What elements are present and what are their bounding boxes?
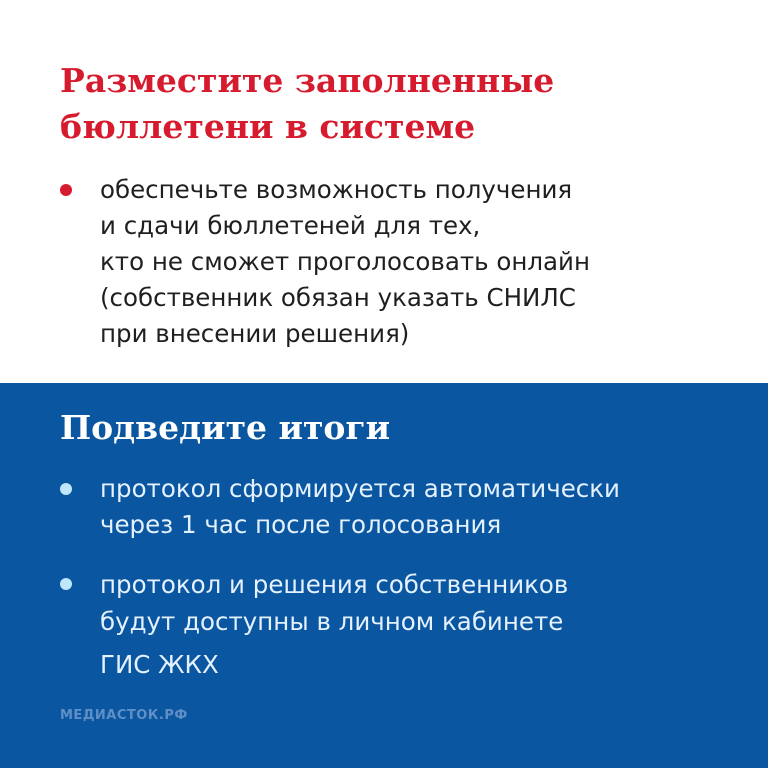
bullet-line: (собственник обязан указать СНИЛС bbox=[100, 283, 576, 312]
red-bullet-icon bbox=[60, 184, 72, 196]
bullet-line: протокол и решения собственников bbox=[100, 570, 569, 599]
light-bullet-icon bbox=[60, 483, 72, 495]
bullet-line: и сдачи бюллетеней для тех, bbox=[100, 211, 481, 240]
top-title-line: бюллетени в системе bbox=[60, 107, 476, 146]
bullet-line: через 1 час после голосования bbox=[100, 510, 502, 539]
bullet-line: ГИС ЖКХ bbox=[100, 650, 219, 679]
bottom-bullet-text bbox=[100, 566, 568, 683]
bullet-line: обеспечьте возможность получения bbox=[100, 175, 573, 204]
top-title-line: Разместите заполненные bbox=[60, 61, 555, 100]
top-bullet-text bbox=[100, 172, 590, 352]
bottom-section-title: Подведите итоги bbox=[60, 408, 391, 447]
top-section-title bbox=[60, 58, 554, 150]
bullet-line: при внесении решения) bbox=[100, 319, 410, 348]
light-bullet-icon bbox=[60, 578, 72, 590]
bullet-line: кто не сможет проголосовать онлайн bbox=[100, 247, 590, 276]
bullet-line: протокол сформируется автоматически bbox=[100, 474, 620, 503]
bottom-bullet-text bbox=[100, 471, 620, 543]
bullet-line: будут доступны в личном кабинете bbox=[100, 607, 564, 636]
footer-source-label: МЕДИАСТОК.РФ bbox=[60, 708, 188, 723]
